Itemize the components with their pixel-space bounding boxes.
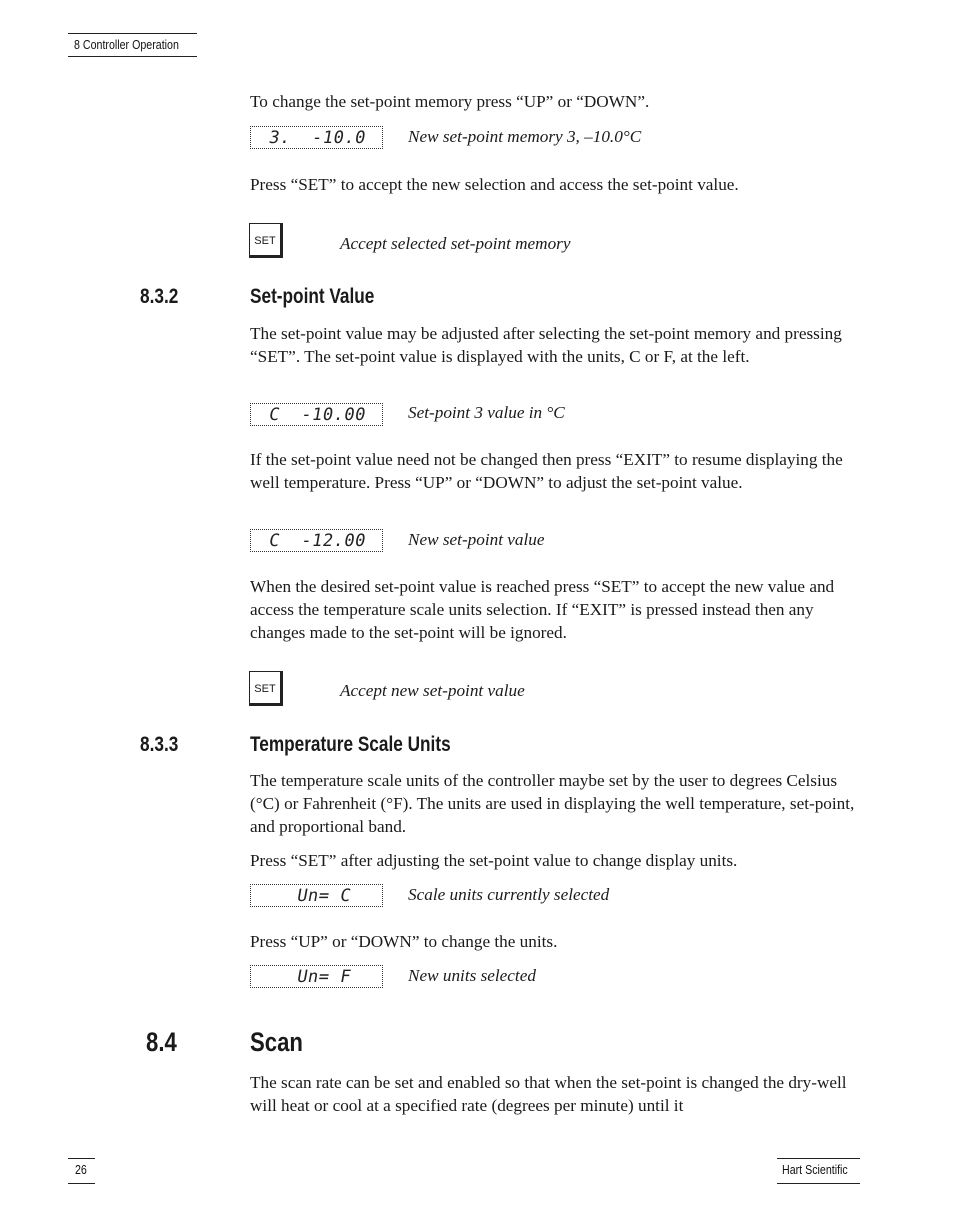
lcd-display: [250, 529, 383, 552]
lcd-display-text: C -10.00: [267, 405, 368, 425]
paragraph: If the set-point value need not be changed then press “EXIT” to resume displaying the well temperature. Press “UP” or “DOWN” to adjust the set-point value.: [250, 450, 843, 492]
lcd-display: [250, 403, 383, 426]
display-caption: Set-point 3 value in °C: [408, 403, 565, 422]
display-caption: New set-point value: [408, 530, 545, 549]
lcd-display-text: Un= C: [263, 886, 353, 906]
footer-right-top-rule: [777, 1158, 860, 1159]
paragraph: To change the set-point memory press “UP” or “DOWN”.: [250, 92, 650, 111]
section-title: Set-point Value: [250, 285, 375, 308]
section-title: Temperature Scale Units: [250, 733, 451, 756]
paragraph: Press “SET” to accept the new selection and access the set-point value.: [250, 175, 739, 194]
footer-company: Hart Scientific: [782, 1162, 848, 1177]
lcd-display: [250, 126, 383, 149]
paragraph: Press “UP” or “DOWN” to change the units.: [250, 932, 558, 951]
lcd-display-text: 3. -10.0: [267, 128, 368, 148]
footer-left-top-rule: [68, 1158, 95, 1159]
display-caption: Scale units currently selected: [408, 885, 610, 904]
set-key-icon: [249, 671, 283, 706]
display-caption: New set-point memory 3, –10.0°C: [408, 127, 642, 146]
paragraph: Press “SET” after adjusting the set-point value to change display units.: [250, 851, 738, 870]
set-key-label: SET: [254, 235, 276, 247]
key-caption: Accept selected set-point memory: [340, 234, 571, 253]
paragraph: The scan rate can be set and enabled so that when the set-point is changed the dry-well will heat or cool at a specified rate (degrees per minute) until it: [250, 1073, 847, 1115]
key-caption: Accept new set-point value: [340, 681, 525, 700]
display-caption: New units selected: [408, 966, 536, 985]
paragraph: When the desired set-point value is reached press “SET” to accept the new value and access the temperature scale units selection. If “EXIT” is pressed instead then any changes made to the set-point will be ignored.: [250, 577, 835, 642]
section-number: 8.3.2: [140, 285, 179, 308]
page-number: 26: [75, 1162, 87, 1177]
lcd-display: [250, 884, 383, 907]
lcd-display: [250, 965, 383, 988]
header-top-rule: [68, 33, 197, 34]
set-key-icon: [249, 223, 283, 258]
section-number: 8.3.3: [140, 733, 179, 756]
footer-right-bottom-rule: [777, 1183, 860, 1184]
paragraph: The temperature scale units of the controller maybe set by the user to degrees Celsius (°C) or Fahrenheit (°F). The units are used in displaying the well temperature, set-point, and proportional band.: [250, 771, 855, 836]
section-title: Scan: [250, 1027, 303, 1057]
lcd-display-text: C -12.00: [267, 531, 368, 551]
section-number: 8.4: [146, 1027, 177, 1057]
footer-left-bottom-rule: [68, 1183, 95, 1184]
paragraph: The set-point value may be adjusted after selecting the set-point memory and pressing “SET”. The set-point value is displayed with the units, C or F, at the left.: [250, 324, 842, 366]
set-key-label: SET: [254, 683, 276, 695]
lcd-display-text: Un= F: [263, 967, 353, 987]
running-header: 8 Controller Operation: [74, 37, 179, 52]
header-bottom-rule: [68, 56, 197, 57]
